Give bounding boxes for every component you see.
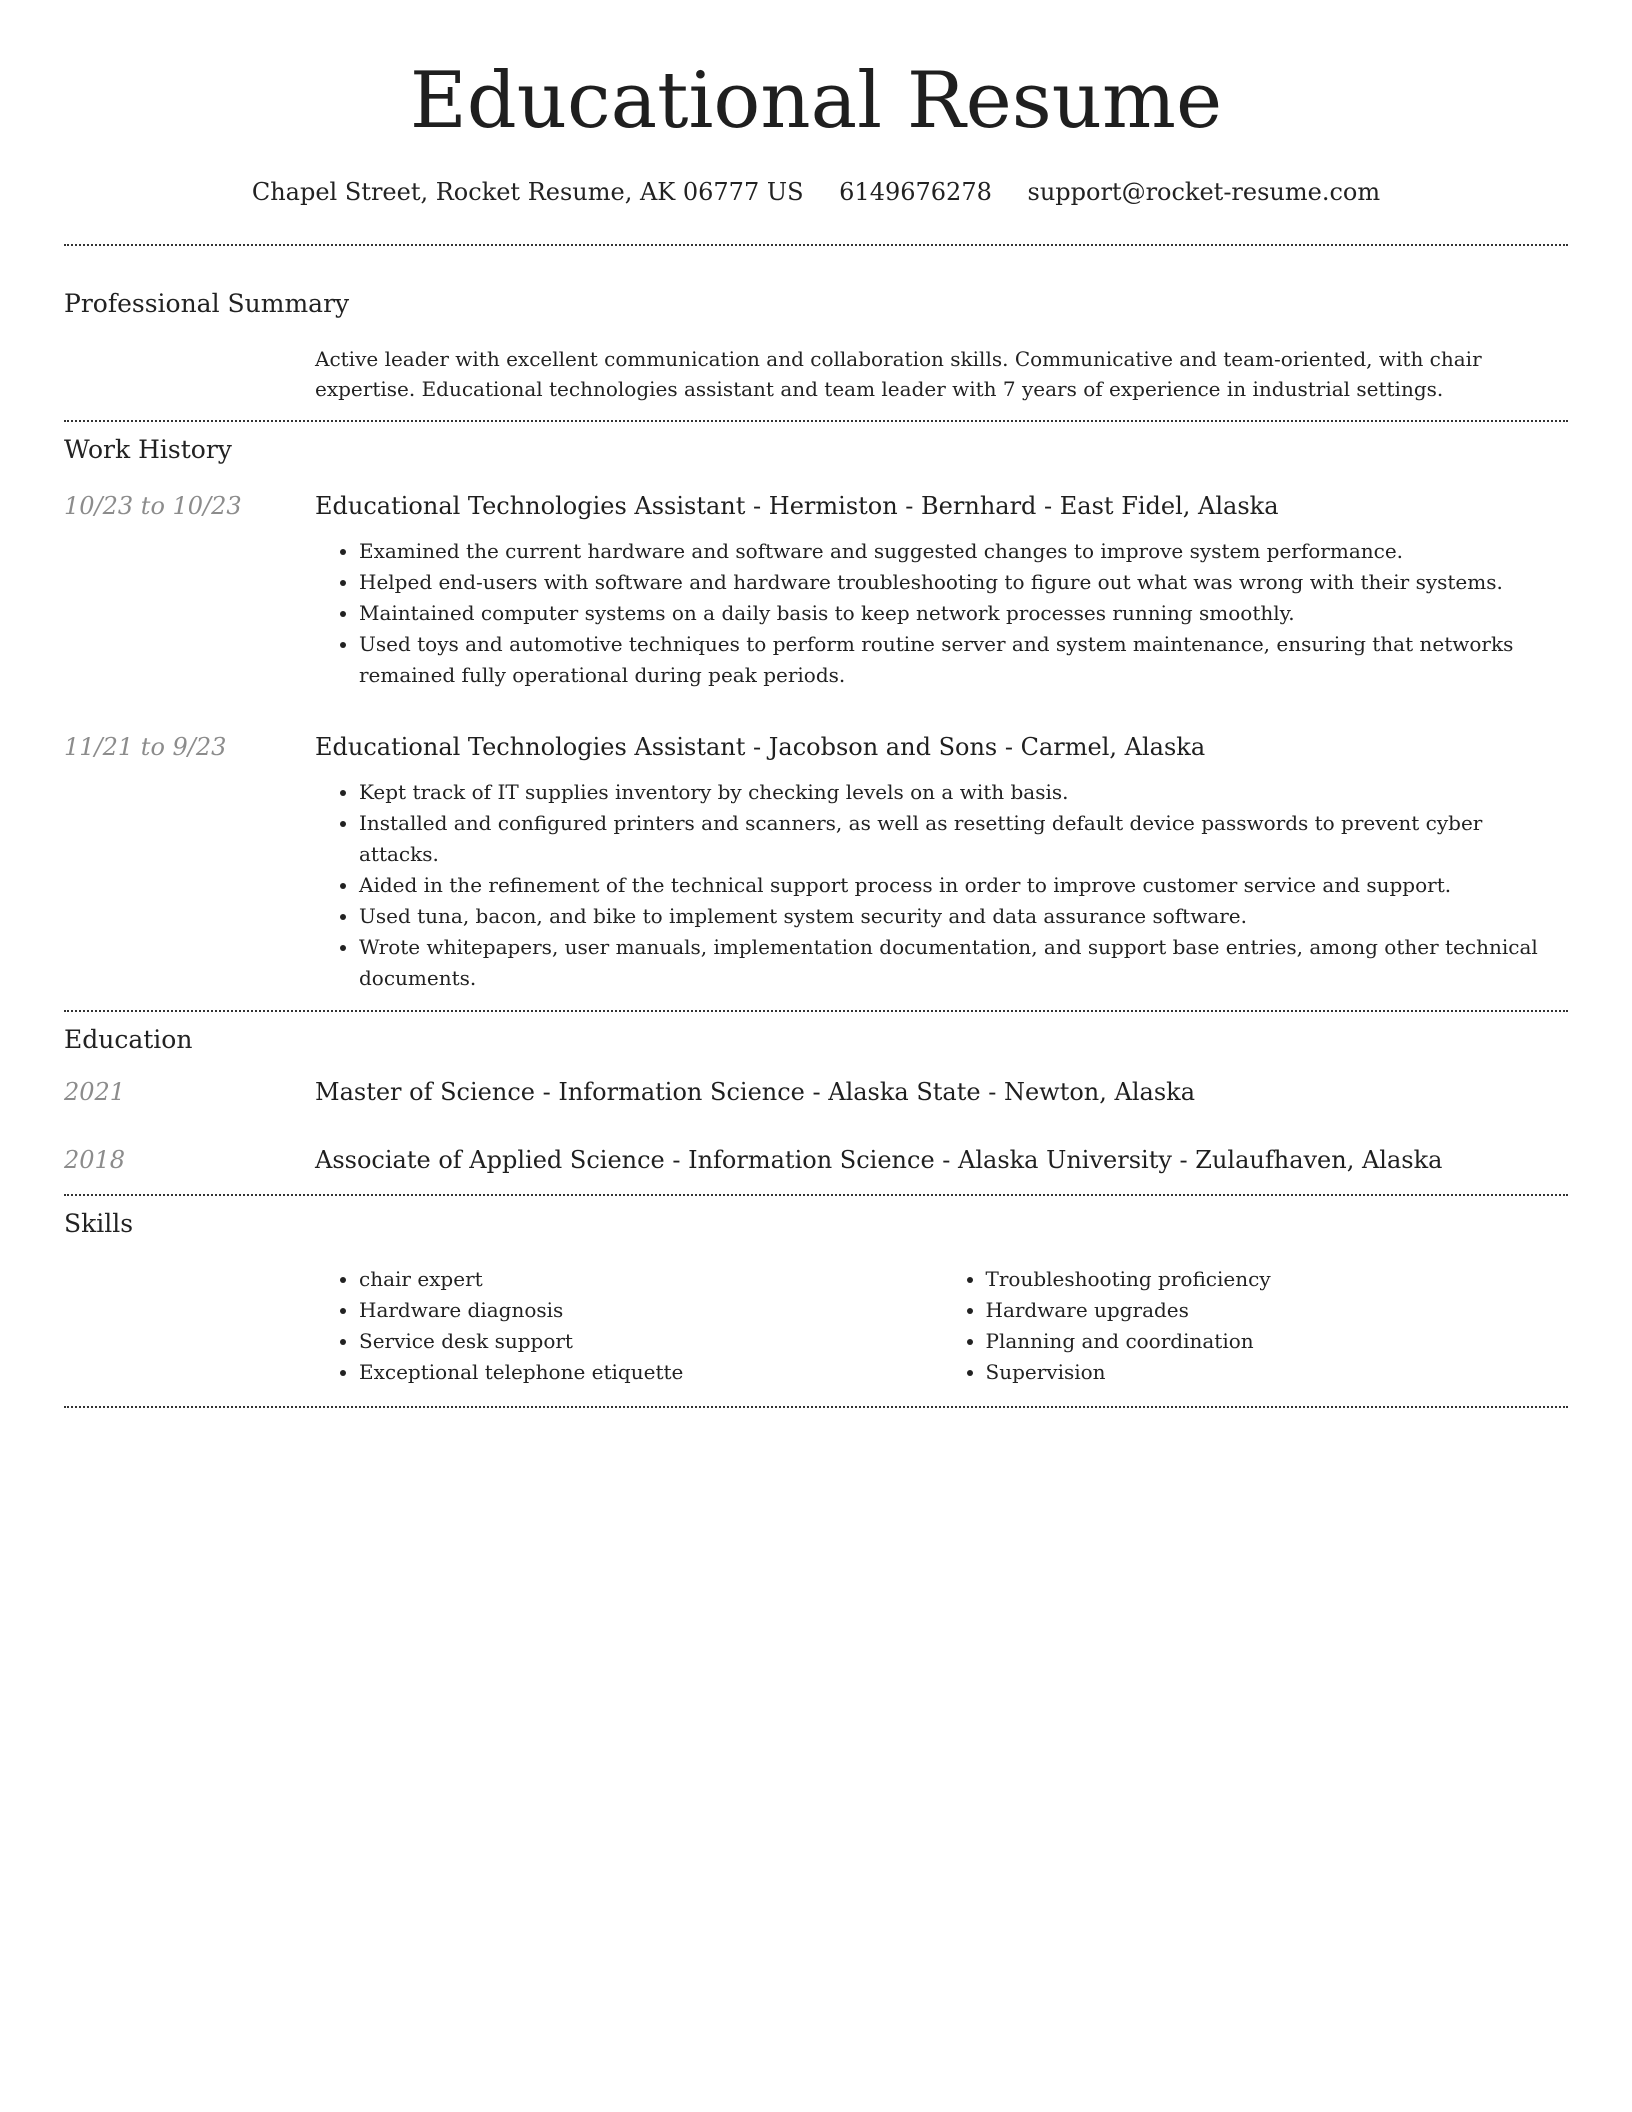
skill-item: • Supervision	[986, 1357, 1569, 1388]
contact-phone: 6149676278	[839, 178, 992, 206]
summary-text: Active leader with excellent communication and collaboration skills. Communicative and team-oriented, with chair expertise. Educational technologies assistant and team leader with 7 years of experience in industrial settings.	[315, 347, 1482, 401]
work-bullet: • Kept track of IT supplies inventory by checking levels on a with basis.	[359, 777, 1568, 808]
education-entry	[64, 1144, 1568, 1176]
work-dates: 10/23 to 10/23	[64, 492, 242, 520]
skill-item: • Service desk support	[359, 1326, 942, 1357]
work-bullet: • Aided in the refinement of the technical support process in order to improve customer service and support.	[359, 870, 1568, 901]
section-title-summary: Professional Summary	[64, 289, 350, 318]
work-bullet: • Maintained computer systems on a daily basis to keep network processes running smoothly.	[359, 598, 1568, 629]
resume-name: Educational Resume	[409, 56, 1223, 146]
education-heading: Associate of Applied Science - Information Science - Alaska University - Zulaufhaven, Alaska	[315, 1146, 1443, 1174]
work-entry	[64, 490, 1568, 691]
section-title-work: Work History	[64, 435, 232, 464]
education-heading: Master of Science - Information Science - Alaska State - Newton, Alaska	[315, 1078, 1195, 1106]
work-dates: 11/21 to 9/23	[64, 733, 227, 761]
skills-columns	[315, 1264, 1568, 1388]
section-title-skills: Skills	[64, 1209, 134, 1238]
work-body	[315, 731, 1568, 994]
summary-section	[64, 288, 1568, 404]
work-heading: Educational Technologies Assistant - Jacobson and Sons - Carmel, Alaska	[315, 733, 1206, 761]
work-heading: Educational Technologies Assistant - Hermiston - Bernhard - East Fidel, Alaska	[315, 492, 1279, 520]
education-body	[315, 1144, 1568, 1176]
contact-line	[64, 176, 1568, 208]
skill-item: • Hardware diagnosis	[359, 1295, 942, 1326]
divider	[64, 244, 1568, 246]
education-year: 2021	[64, 1078, 126, 1106]
work-bullet: • Used toys and automotive techniques to perform routine server and system maintenance, ensuring that networks remained fully operational during peak periods.	[359, 629, 1568, 691]
contact-email: support@rocket-resume.com	[1027, 178, 1381, 206]
work-bullet: • Examined the current hardware and software and suggested changes to improve system performance.	[359, 536, 1568, 567]
education-year: 2018	[64, 1146, 126, 1174]
skills-list-left	[315, 1264, 942, 1388]
education-body	[315, 1076, 1568, 1108]
divider	[64, 1010, 1568, 1012]
education-entry	[64, 1076, 1568, 1108]
skill-item: • Hardware upgrades	[986, 1295, 1569, 1326]
work-bullet: • Used tuna, bacon, and bike to implement system security and data assurance software.	[359, 901, 1568, 932]
work-bullet: • Helped end-users with software and hardware troubleshooting to figure out what was wrong with their systems.	[359, 567, 1568, 598]
work-entry	[64, 731, 1568, 994]
skill-item: • Troubleshooting proficiency	[986, 1264, 1569, 1295]
skill-item: • Planning and coordination	[986, 1326, 1569, 1357]
skills-list-right	[942, 1264, 1569, 1388]
skills-section	[64, 1208, 1568, 1388]
work-bullet: • Wrote whitepapers, user manuals, implementation documentation, and support base entries, among other technical documents.	[359, 932, 1568, 994]
section-title-education: Education	[64, 1025, 193, 1054]
work-bullets	[315, 777, 1568, 994]
work-history-section	[64, 434, 1568, 1010]
skill-item: • Exceptional telephone etiquette	[359, 1357, 942, 1388]
work-bullet: • Installed and configured printers and scanners, as well as resetting default device passwords to prevent cyber attacks.	[359, 808, 1568, 870]
skill-item: • chair expert	[359, 1264, 942, 1295]
divider	[64, 420, 1568, 422]
divider	[64, 1194, 1568, 1196]
work-body	[315, 490, 1568, 691]
resume-page	[64, 0, 1568, 1408]
education-section	[64, 1024, 1568, 1194]
contact-address: Chapel Street, Rocket Resume, AK 06777 US	[251, 178, 804, 206]
divider	[64, 1406, 1568, 1408]
work-bullets	[315, 536, 1568, 691]
